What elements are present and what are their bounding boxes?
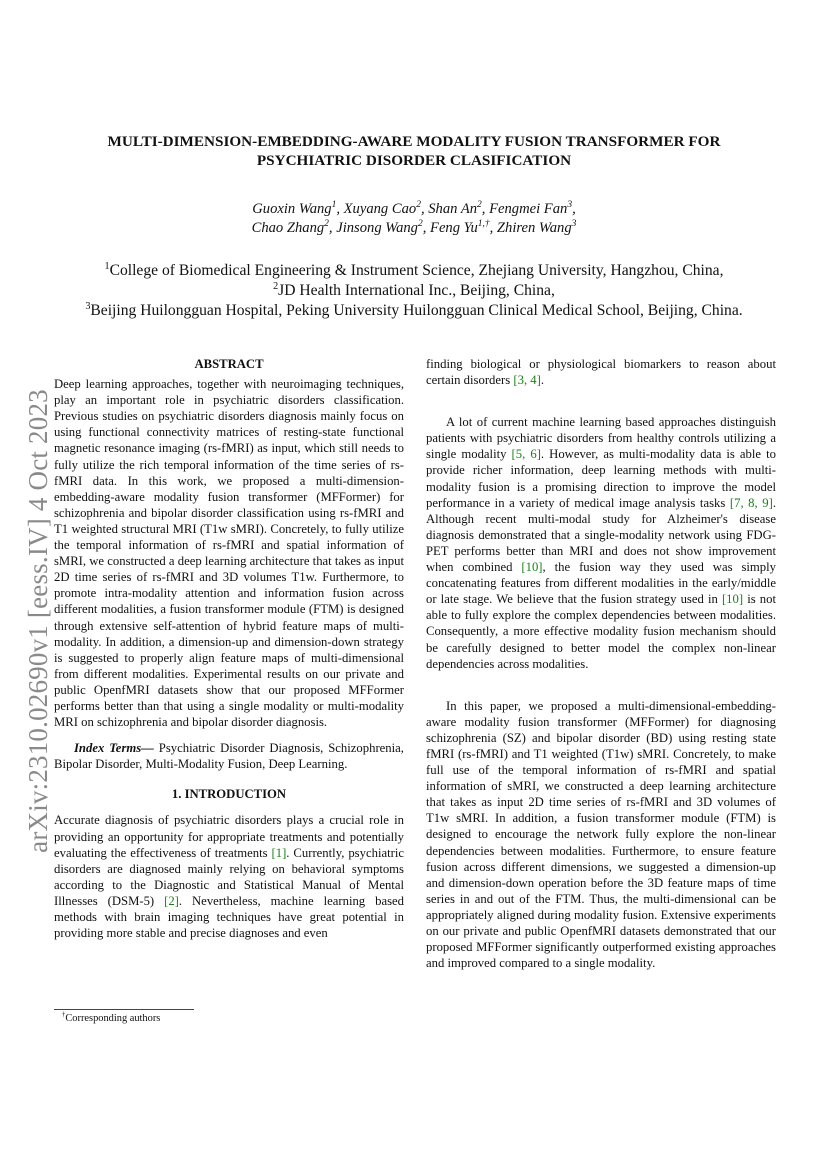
- citation-link[interactable]: [2]: [164, 893, 179, 908]
- affiliation-marker: 3: [85, 300, 91, 312]
- author-affil-marker: 3: [571, 219, 577, 230]
- title-line-2: PSYCHIATRIC DISORDER CLASIFICATION: [256, 152, 572, 169]
- author-affil-marker: 2: [324, 219, 329, 230]
- text-run: , the fusion way they used was simply concatenating features from different modalities in the early/middle or late stage. We believe that the fusion strategy used in: [426, 560, 776, 607]
- footnote-rule: [54, 1009, 194, 1010]
- text-run: Accurate diagnosis of psychiatric disorders plays a crucial role in providing an opportunity for appropriate treatments and potentially evaluating the effectiveness of treatments: [54, 813, 404, 860]
- affiliations: [40, 261, 788, 321]
- citation-link[interactable]: [7, 8, 9]: [729, 495, 773, 510]
- author-line-2: [60, 219, 768, 238]
- text-run: . Nevertheless, machine learning based methods with brain imaging techniques have great potential in providing more stable and precise diagnoses and even: [54, 893, 404, 941]
- author-name: Zhiren Wang: [496, 220, 572, 236]
- author-name: Shan An: [428, 201, 478, 217]
- affiliation-line: [40, 281, 788, 301]
- left-column: [54, 356, 404, 941]
- author-affil-marker: 2: [417, 219, 423, 230]
- author-affil-marker: 1,†: [477, 219, 490, 230]
- affiliation-marker: 1: [104, 260, 110, 272]
- affiliation-text: College of Biomedical Engineering & Instrument Science, Zhejiang University, Hangzhou, China,: [109, 262, 724, 279]
- abstract-text: Deep learning approaches, together with neuroimaging techniques, play an important role in psychiatric disorders classification. Previous studies on psychiatric disorders diagnosis mainly focus on using functional connectivity matrices of resting-state functional magnetic resonance imaging (rs-fMRI) as input, which still needs to fully utilize the rich temporal information of the time series of rs-fMRI data. In this work, we proposed a multi-dimension-embedding-aware modality fusion transformer (MFFormer) for schizophrenia and bipolar disorder classification using rs-fMRI and T1 weighted structural MRI (T1w sMRI). Concretely, to fully utilize the temporal information of rs-fMRI and spatial information of sMRI, we constructed a deep learning architecture that takes as input 2D time series of rs-fMRI and 3D volumes T1w. Furthermore, to promote intra-modality attention and information fusion across different modalities, a fusion transformer module (FTM) is designed through extensive self-attention of hybrid feature maps of multi-modality. In addition, a dimension-up and dimension-down strategy is suggested to properly align feature maps of multi-dimensional from different modalities. Experimental results on our private and public OpenfMRI datasets show that our proposed MFFormer performs better than that using a single modality or multi-modality MRI on schizophrenia and bipolar disorder diagnosis.: [54, 377, 404, 730]
- author-line-1: [60, 200, 768, 219]
- author-list: [60, 200, 768, 238]
- index-terms: [54, 740, 404, 772]
- paper-title: [60, 132, 768, 170]
- text-run: finding biological or physiological biomarkers to reason about certain disorders: [426, 357, 776, 388]
- author-affil-marker: 3: [567, 200, 573, 211]
- right-column: [426, 356, 776, 971]
- title-line-1: MULTI-DIMENSION-EMBEDDING-AWARE MODALITY FUSION TRANSFORMER FOR: [107, 133, 721, 150]
- abstract-heading: ABSTRACT: [194, 357, 264, 371]
- footnote: [62, 1012, 160, 1025]
- citation-link[interactable]: [3, 4]: [513, 373, 541, 388]
- intro-paragraph: [54, 812, 404, 941]
- footnote-text: Corresponding authors: [65, 1013, 161, 1024]
- text-run: A lot of current machine learning based approaches distinguish patients with psychiatric disorders from healthy controls utilizing a single modality: [426, 415, 776, 462]
- author-name: Jinsong Wang: [336, 220, 418, 236]
- author-sep: ,: [572, 201, 576, 217]
- author-affil-marker: 2: [416, 200, 421, 211]
- affiliation-text: JD Health International Inc., Beijing, China,: [278, 282, 555, 299]
- affiliation-text: Beijing Huilongguan Hospital, Peking University Huilongguan Clinical Medical School, Beijing, China.: [90, 302, 743, 319]
- text-run: .: [540, 373, 545, 388]
- author-name: Xuyang Cao: [343, 201, 417, 217]
- author-name: Fengmei Fan: [489, 201, 568, 217]
- intro-paragraph: In this paper, we proposed a multi-dimensional-embedding-aware modality fusion transformer (MFFormer) for diagnosing schizophrenia (SZ) and bipolar disorder (BD) using resting state fMRI (rs-fMRI) and T1 weighted (T1w) sMRI. Concretely, to make full use of the temporal information of rs-fMRI and spatial information of sMRI, we constructed a deep learning architecture that takes as input 2D time series of rs-fMRI and 3D volumes of T1w sMRI. In addition, a fusion transformer module (FTM) is designed to encourage the network fully explore the non-linear dependencies between modalities. Furthermore, to ensure feature fusion across different dimensions, we suggested a dimension-up and dimension-down operation before the 3D feature maps of time series in and out of the FTM. Thus, the multi-dimensional can be appropriately aligned during modality fusion. Extensive experiments on our private and public OpenfMRI datasets demonstrated that our proposed MFFormer significantly outperformed existing approaches and improved compared to a single modality.: [426, 698, 776, 971]
- citation-link[interactable]: [1]: [271, 845, 287, 860]
- author-name: Guoxin Wang: [252, 201, 332, 217]
- author-sep: ,: [481, 201, 490, 217]
- text-run: . Although recent multi-modal study for Alzheimer's disease diagnosis demonstrated that a single-modality network using FDG-PET performs better than MRI and does not show improvement when combined: [426, 495, 776, 575]
- index-terms-label: Index Terms—: [74, 741, 154, 756]
- author-sep: ,: [328, 220, 337, 236]
- text-run: is not able to fully explore the complex dependencies between modalities. Consequently, a more effective modality fusion mechanism should be carefully designed to better model the complex non-linear dependencies across modalities.: [426, 592, 776, 671]
- citation-link[interactable]: [5, 6]: [511, 447, 541, 462]
- intro-paragraph-continued: [426, 356, 776, 388]
- author-sep: ,: [420, 201, 429, 217]
- arxiv-watermark: arXiv:2310.02690v1 [eess.IV] 4 Oct 2023: [23, 389, 53, 853]
- author-sep: ,: [422, 220, 431, 236]
- author-sep: ,: [489, 220, 497, 236]
- author-name: Feng Yu: [430, 220, 478, 236]
- affiliation-line: [40, 301, 788, 321]
- citation-link[interactable]: [10]: [721, 592, 744, 607]
- footnote-marker: †: [62, 1011, 66, 1019]
- text-run: . However, as multi-modality data is able to provide richer information, deep learning methods with multi-modality fusion is a promising direction to improve the model performance in a variety of medical image analysis tasks: [426, 447, 776, 510]
- author-affil-marker: 2: [477, 200, 482, 211]
- index-terms-text: Psychiatric Disorder Diagnosis, Schizophrenia, Bipolar Disorder, Multi-Modality Fusion, Deep Learning.: [54, 741, 404, 772]
- author-sep: ,: [336, 201, 344, 217]
- intro-paragraph: [426, 414, 776, 672]
- introduction-heading: 1. INTRODUCTION: [171, 787, 287, 802]
- affiliation-marker: 2: [273, 280, 279, 292]
- author-affil-marker: 1: [331, 200, 337, 211]
- author-name: Chao Zhang: [251, 220, 325, 236]
- affiliation-line: [40, 261, 788, 281]
- citation-link[interactable]: [10]: [521, 560, 543, 575]
- text-run: . Currently, psychiatric disorders are diagnosed mainly relying on behavioral symptoms according to the Diagnostic and Statistical Manual of Mental Illnesses (DSM-5): [54, 845, 405, 908]
